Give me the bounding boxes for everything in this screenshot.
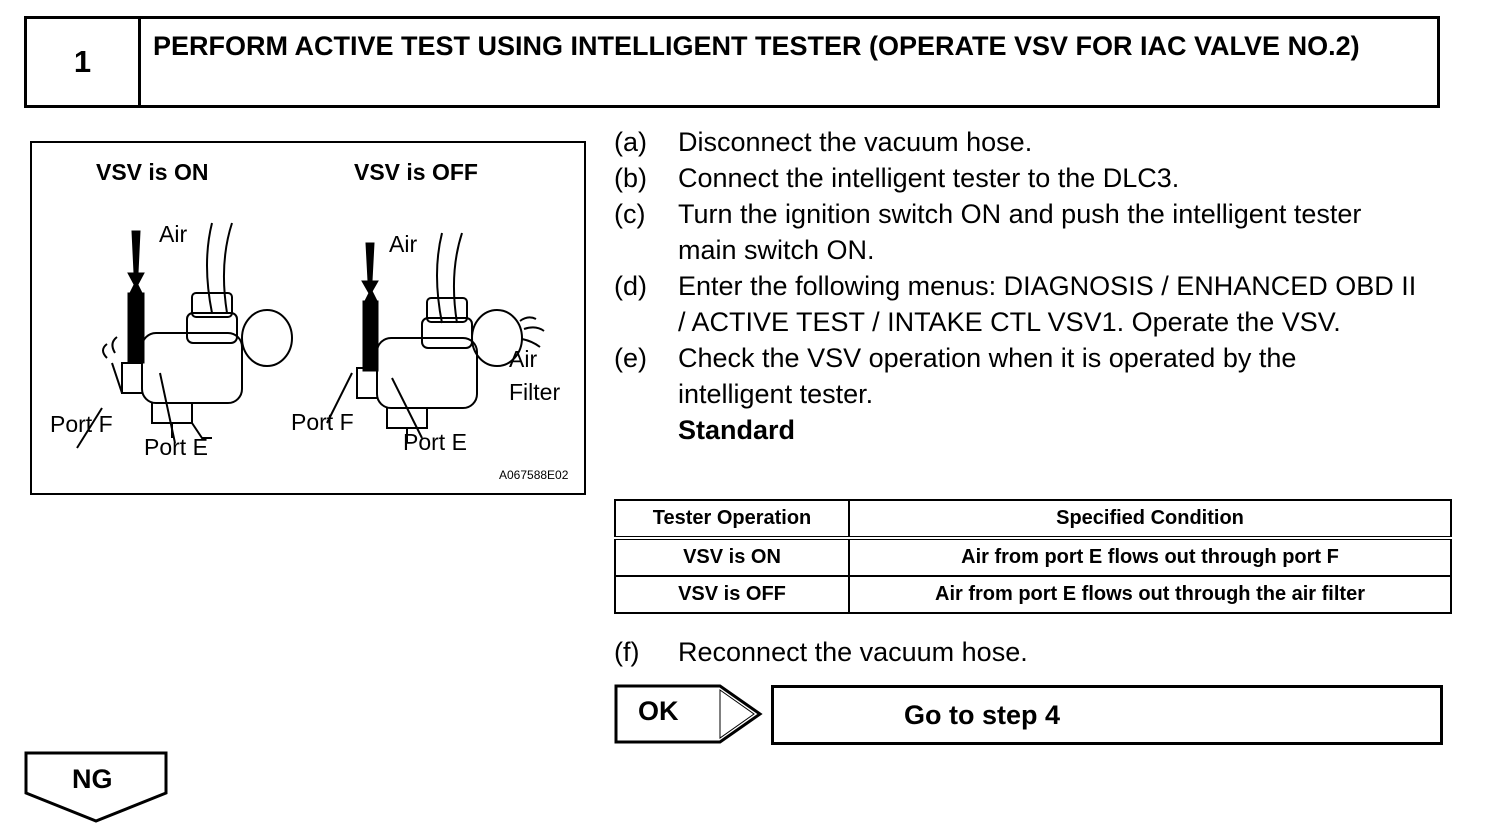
air-label-on: Air: [159, 221, 188, 247]
step-header: [24, 16, 1440, 108]
step-c: [614, 196, 1444, 268]
figure-code: A067588E02: [499, 468, 569, 482]
step-number: 1: [27, 19, 141, 105]
port-e-label-off: Port E: [403, 429, 467, 455]
ok-label[interactable]: OK: [638, 696, 679, 726]
standard-label: Standard: [678, 415, 796, 445]
step-b: [614, 160, 1444, 196]
step-letter: (a): [614, 127, 647, 157]
ng-label[interactable]: NG: [72, 764, 113, 794]
step-letter: (f): [614, 637, 640, 667]
vsv-drawing: [32, 143, 588, 497]
step-text: Reconnect the vacuum hose.: [678, 637, 1028, 667]
vsv-off-title: VSV is OFF: [354, 159, 478, 185]
standard-table: [614, 499, 1452, 614]
go-to-step-button[interactable]: Go to step 4: [771, 685, 1443, 745]
airflow-off-column: [363, 301, 378, 371]
step-letter: (d): [614, 271, 647, 301]
step-text: Connect the intelligent tester to the DLC3.: [678, 163, 1180, 193]
table-cell: Air from port E flows out through the air filter: [849, 576, 1451, 613]
ok-arrow-shape[interactable]: [614, 684, 764, 744]
table-row: [615, 576, 1451, 613]
table-cell: VSV is OFF: [615, 576, 849, 613]
step-d: [614, 268, 1444, 340]
table-header-row: [615, 500, 1451, 538]
step-text: Enter the following menus: DIAGNOSIS / ENHANCED OBD II / ACTIVE TEST / INTAKE CTL VSV1. Operate the VSV.: [678, 271, 1417, 337]
air-arrow-on: [128, 231, 144, 288]
table-row: [615, 538, 1451, 576]
air-label-off: Air: [389, 231, 418, 257]
step-text: Turn the ignition switch ON and push the intelligent tester main switch ON.: [678, 199, 1362, 265]
step-letter: (c): [614, 199, 646, 229]
step-text: Check the VSV operation when it is operated by the intelligent tester.: [678, 343, 1297, 409]
step-a: [614, 124, 1444, 160]
vsv-illustration: [30, 141, 586, 495]
step-letter: (b): [614, 163, 647, 193]
step-e: [614, 340, 1444, 412]
step-letter: (e): [614, 343, 647, 373]
column-header: Tester Operation: [615, 500, 849, 538]
port-f-label-on: Port F: [50, 411, 113, 437]
step-text: Disconnect the vacuum hose.: [678, 127, 1033, 157]
air-arrow-off: [362, 243, 378, 295]
step-title: PERFORM ACTIVE TEST USING INTELLIGENT TESTER (OPERATE VSV FOR IAC VALVE NO.2): [153, 31, 1360, 61]
table-cell: VSV is ON: [615, 538, 849, 576]
hose-line-on: [207, 223, 212, 313]
table-cell: Air from port E flows out through port F: [849, 538, 1451, 576]
procedure-steps: [614, 124, 1444, 448]
air-filter-label-1: Air: [509, 346, 538, 372]
air-filter-label-2: Filter: [509, 379, 561, 405]
vsv-on-title: VSV is ON: [96, 159, 209, 185]
port-f-label-off: Port F: [291, 409, 354, 435]
port-e-label-on: Port E: [144, 434, 208, 460]
step-f: [614, 634, 1028, 670]
airflow-on-column: [128, 293, 144, 363]
column-header: Specified Condition: [849, 500, 1451, 538]
